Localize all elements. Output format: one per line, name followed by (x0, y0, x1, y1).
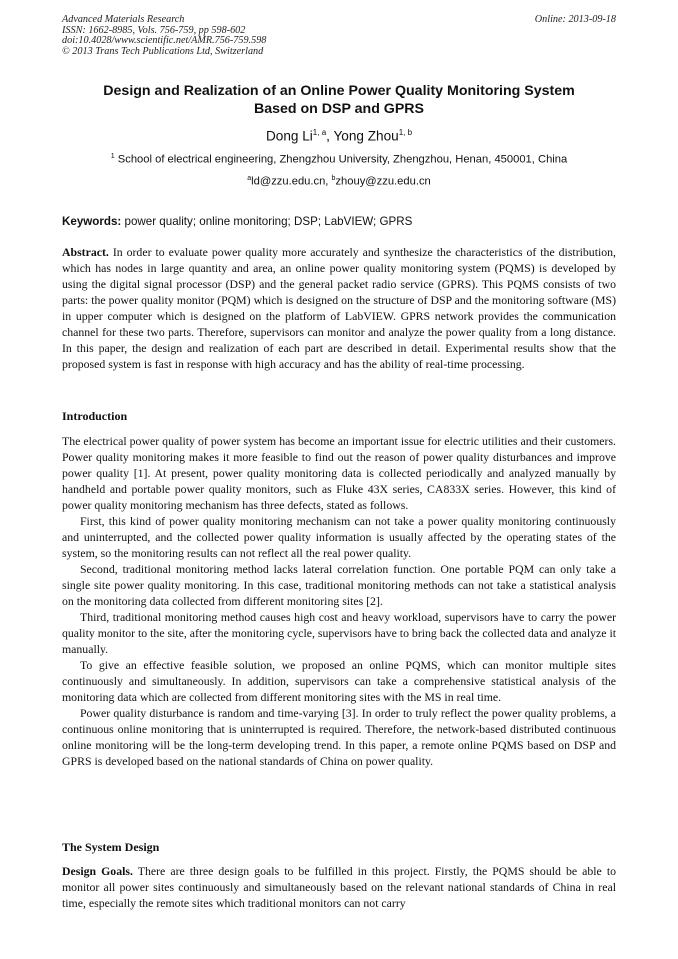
system-design-heading: The System Design (62, 840, 160, 854)
system-design-section (62, 863, 616, 911)
author-separator: , (326, 128, 334, 144)
abstract-label: Abstract. (62, 245, 109, 259)
doi-line: doi:10.4028/www.scientific.net/AMR.756-759.598 (62, 35, 267, 47)
intro-paragraph-1: The electrical power quality of power system has become an important issue for electric utilities and their customers. Power quality monitoring makes it more feasible to find out the reason of power quality disturbances and improve power quality [1]. At present, power quality monitoring data is collected periodically and analyzed manually by handheld and portable power quality monitors, such as Fluke 43X series, CA833X series. However, this kind of power quality monitoring mechanism has three defects, stated as follows. (62, 434, 616, 512)
abstract-paragraph (62, 244, 616, 372)
design-goals-paragraph (62, 863, 616, 911)
paper-title (40, 82, 638, 118)
affiliation-text: School of electrical engineering, Zhengzhou University, Zhengzhou, Henan, 450001, China (114, 153, 568, 166)
email-a[interactable]: ld@zzu.edu.cn, (251, 175, 332, 188)
keywords-text: power quality; online monitoring; DSP; LabVIEW; GPRS (121, 215, 413, 228)
title-line-1: Design and Realization of an Online Power Quality Monitoring System (103, 83, 575, 99)
issn-line: ISSN: 1662-8985, Vols. 756-759, pp 598-602 (62, 24, 246, 36)
author-name: Yong Zhou (333, 128, 399, 144)
abstract (62, 244, 616, 372)
intro-paragraph-5: To give an effective feasible solution, we proposed an online PQMS, which can monitor multiple sites continuously and simultaneously. In addition, supervisors can take a comprehensive statistical analysis of the monitoring data which are collected from different monitoring sites with the MS in real time. (62, 658, 616, 704)
copyright-line: © 2013 Trans Tech Publications Ltd, Switzerland (62, 46, 264, 58)
design-goals-text: There are three design goals to be fulfilled in this project. Firstly, the PQMS should be able to monitor all power sites continuously and simultaneously based on the relevant national standards of China in real time, especially the remote sites which traditional monitors can not carry (62, 864, 617, 910)
online-date: Online: 2013-09-18 (534, 14, 616, 25)
keywords-label: Keywords: (62, 215, 122, 228)
author-affiliation-mark: 1, a (312, 128, 327, 137)
intro-paragraph-4: Third, traditional monitoring method causes high cost and heavy workload, supervisors have to carry the power quality monitor to the site, after the monitoring cycle, supervisors have to bring back the collected data and analyze it manually. (62, 610, 616, 656)
affiliation-mark: 1 (110, 153, 115, 160)
introduction-section (62, 433, 616, 769)
author-emails (0, 172, 678, 189)
affiliation (0, 150, 678, 167)
design-goals-label: Design Goals. (62, 864, 133, 878)
introduction-heading: Introduction (62, 409, 128, 423)
intro-paragraph-6: Power quality disturbance is random and time-varying [3]. In order to truly reflect the power quality problems, a continuous online monitoring that is uninterrupted is required. Therefore, the network-based distributed continuous online monitoring will be the long-term developing trend. In this paper, a remote online PQMS based on DSP and GPRS is developed based on the national standards of China on power quality. (62, 706, 616, 768)
email-b[interactable]: zhouy@zzu.edu.cn (335, 175, 431, 188)
title-line-2: Based on DSP and GPRS (253, 101, 425, 117)
publication-header (62, 15, 616, 58)
email-mark-b: b (331, 175, 336, 182)
intro-paragraph-3: Second, traditional monitoring method lacks lateral correlation function. One portable PQM can only take a single site power quality monitoring. In this case, traditional monitoring methods can not take a statistical analysis on the monitoring data collected from different monitoring sites [2]. (62, 562, 616, 608)
keywords (62, 214, 616, 229)
journal-name: Advanced Materials Research (62, 14, 185, 25)
author-affiliation-mark: 1, b (398, 128, 413, 137)
author-name: Dong Li (265, 128, 313, 144)
abstract-text: In order to evaluate power quality more accurately and synthesize the characteristics of the distribution, which has nodes in large quantity and area, an online power quality monitoring system (PQMS) is developed by using the digital signal processor (DSP) and the general packet radio service (GPRS). This PQMS consists of two parts: the power quality monitor (PQM) which is designed on the structure of DSP and the monitoring software (MS) in upper computer which is designed on the platform of LabVIEW. GPRS network provides the communication channel for these two parts. Therefore, supervisors can monitor and analyze the power quality from a long distance. In this paper, the design and realization of each part are described in detail. Experimental results show that the proposed system is fast in response with high accuracy and has the ability of real-time processing. (62, 245, 616, 371)
intro-paragraph-2: First, this kind of power quality monitoring mechanism can not take a power quality monitoring continuously and uninterrupted, and the collected power quality information is usually affected by the operating states of the system, so the monitoring results can not reflect all the real power quality. (62, 514, 616, 560)
email-mark-a: a (247, 175, 252, 182)
author-list (0, 124, 678, 146)
